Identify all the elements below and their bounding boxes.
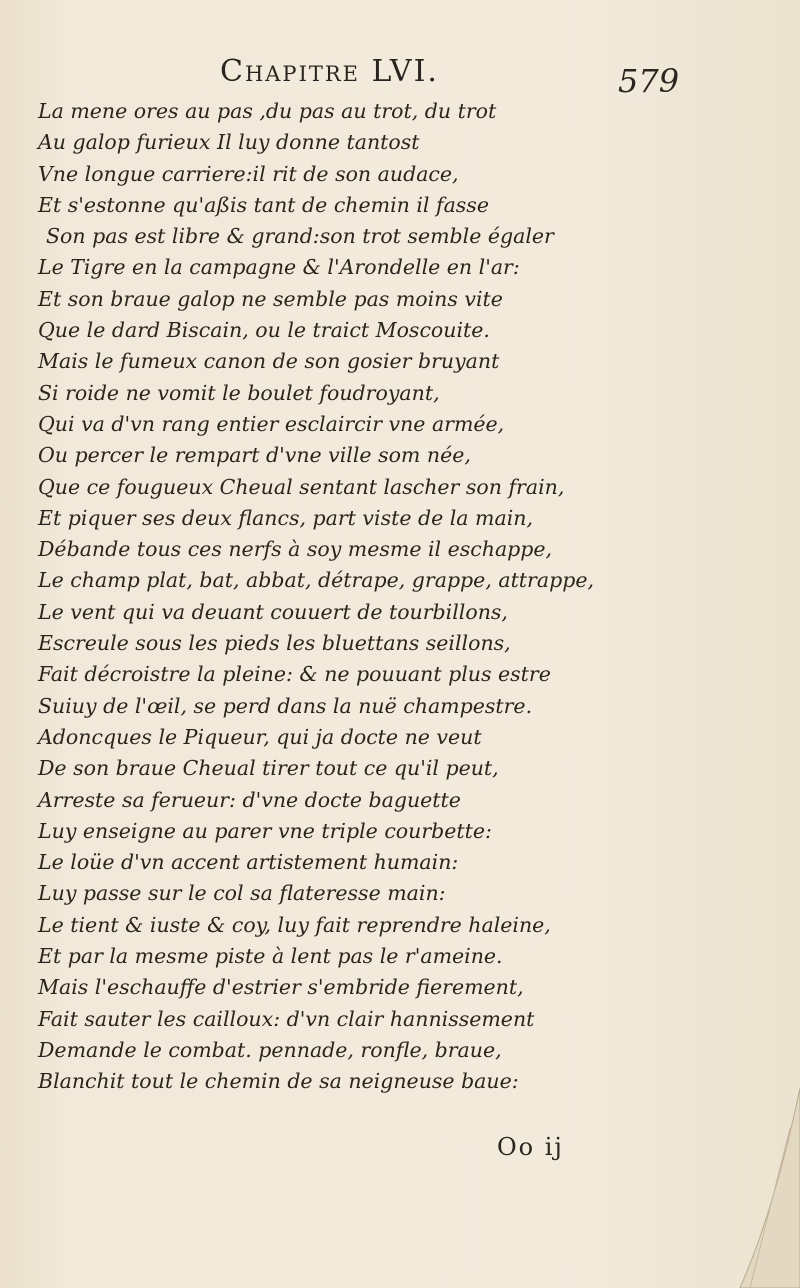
verse-line: Luy passe sur le col sa flateresse main: <box>38 881 446 906</box>
verse-line: Le vent qui va deuant couuert de tourbillons, <box>38 599 508 624</box>
signature-mark: Oo ij <box>497 1133 564 1161</box>
verse-line: Adoncques le Piqueur, qui ja docte ne veut <box>38 724 482 749</box>
page-curl-decoration <box>720 1088 800 1288</box>
verse-line: Que ce fougueux Cheual sentant lascher son frain, <box>38 474 565 499</box>
verse-line: Ou percer le rempart d'vne ville som née, <box>38 443 471 468</box>
verse-line: Son pas est libre & grand:son trot semble égaler <box>46 224 554 249</box>
verse-line: Au galop furieux Il luy donne tantost <box>38 130 420 155</box>
verse-line: Le champ plat, bat, abbat, détrape, grappe, attrappe, <box>38 568 594 593</box>
verse-line: Débande tous ces nerfs à soy mesme il eschappe, <box>38 537 553 562</box>
verse-line: Vne longue carriere:il rit de son audace, <box>38 161 459 186</box>
verse-line: Mais l'eschauffe d'estrier s'embride fierement, <box>38 975 524 1000</box>
verse-line: Et s'estonne qu'aßis tant de chemin il fasse <box>38 192 489 217</box>
verse-line: La mene ores au pas ,du pas au trot, du trot <box>38 99 497 123</box>
verse-line: Mais le fumeux canon de son gosier bruyant <box>38 349 500 374</box>
verse-line: Suiuy de l'œil, se perd dans la nuë champestre. <box>38 693 533 718</box>
verse-line: Fait sauter les cailloux: d'vn clair hannissement <box>38 1006 535 1031</box>
verse-text <box>38 96 738 1098</box>
verse-line: De son braue Cheual tirer tout ce qu'il peut, <box>38 756 499 781</box>
chapter-title: Chapitre LVI. <box>220 54 439 89</box>
verse-line: Si roide ne vomit le boulet foudroyant, <box>38 380 440 405</box>
verse-line: Le tient & iuste & coy, luy fait reprendre haleine, <box>38 912 551 937</box>
verse-line: Demande le combat. pennade, ronfle, braue, <box>38 1037 502 1062</box>
verse-line: Et par la mesme piste à lent pas le r'ameine. <box>38 944 503 969</box>
verse-line: Blanchit tout le chemin de sa neigneuse baue: <box>38 1069 519 1094</box>
verse-line: Luy enseigne au parer vne triple courbette: <box>38 818 492 843</box>
verse-line: Que le dard Biscain, ou le traict Moscouite. <box>38 318 490 343</box>
verse-line: Escreule sous les pieds les bluettans seillons, <box>38 631 511 656</box>
verse-line: Arreste sa ferueur: d'vne docte baguette <box>38 787 461 812</box>
page-number: 579 <box>618 62 680 100</box>
verse-line: Le Tigre en la campagne & l'Arondelle en l'ar: <box>38 255 520 280</box>
verse-line: Le loüe d'vn accent artistement humain: <box>38 850 459 875</box>
verse-line: Et piquer ses deux flancs, part viste de la main, <box>38 505 533 530</box>
verse-line: Et son braue galop ne semble pas moins vite <box>38 286 503 311</box>
page-header <box>0 52 800 102</box>
verse-line: Fait décroistre la pleine: & ne pouuant plus estre <box>38 662 551 687</box>
verse-line: Qui va d'vn rang entier esclaircir vne armée, <box>38 411 505 436</box>
